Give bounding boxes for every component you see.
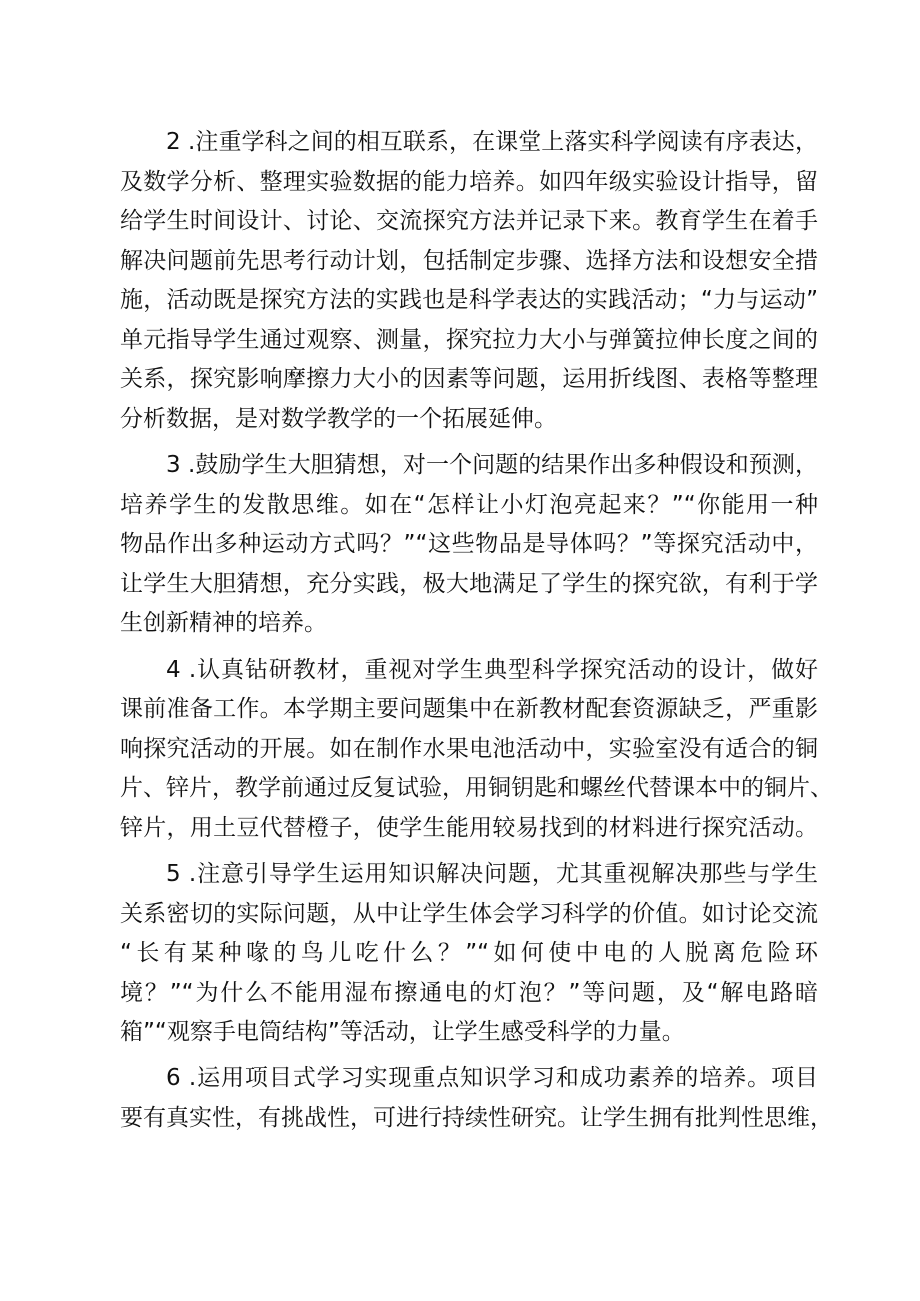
paragraph-5-line-3: “长有某种喙的鸟儿吃什么？”“如何使中电的人脱离危险环 [120,940,818,966]
paragraph-4-line-2: 课前准备工作。本学期主要问题集中在新教材配套资源缺乏，严重影 [120,696,818,722]
paragraph-5-line-5: 箱”“观察手电筒结构”等活动，让学生感受科学的力量。 [120,1019,685,1045]
paragraph-5-line-1: 5 .注意引导学生运用知识解决问题，尤其重视解决那些与学生 [166,861,818,887]
paragraph-2-line-1: 2 .注重学科之间的相互联系，在课堂上落实科学阅读有序表达， [166,129,818,155]
paragraph-2-line-8: 分析数据，是对数学教学的一个拓展延伸。 [120,406,557,432]
paragraph-6-line-1: 6 .运用项目式学习实现重点知识学习和成功素养的培养。项目 [166,1065,818,1091]
paragraph-5-line-2: 关系密切的实际问题，从中让学生体会学习科学的价值。如讨论交流 [120,901,818,927]
paragraph-3-line-1: 3 .鼓励学生大胆猜想，对一个问题的结果作出多种假设和预测， [166,452,818,478]
paragraph-3-line-4: 让学生大胆猜想，充分实践，极大地满足了学生的探究欲，有利于学 [120,571,818,597]
paragraph-4-line-5: 锌片，用土豆代替橙子，使学生能用较易找到的材料进行探究活动。 [120,815,818,841]
paragraph-4-line-1: 4 .认真钻研教材，重视对学生典型科学探究活动的设计，做好 [166,657,818,683]
paragraph-6-line-2: 要有真实性，有挑战性，可进行持续性研究。让学生拥有批判性思维， [120,1105,833,1131]
paragraph-3-line-2: 培养学生的发散思维。如在“怎样让小灯泡亮起来？”“你能用一种 [120,492,818,518]
paragraph-2-line-5: 施，活动既是探究方法的实践也是科学表达的实践活动；“力与运动” [120,287,818,313]
paragraph-2-line-7: 关系，探究影响摩擦力大小的因素等问题，运用折线图、表格等整理 [120,366,818,392]
paragraph-2-line-4: 解决问题前先思考行动计划，包括制定步骤、选择方法和设想安全措 [120,248,818,274]
paragraph-5-line-4: 境？”“为什么不能用湿布擦通电的灯泡？”等问题，及“解电路暗 [120,980,818,1006]
paragraph-4-line-3: 响探究活动的开展。如在制作水果电池活动中，实验室没有适合的铜 [120,736,818,762]
paragraph-2-line-3: 给学生时间设计、讨论、交流探究方法并记录下来。教育学生在着手 [120,208,818,234]
paragraph-3-line-5: 生创新精神的培养。 [120,610,327,636]
paragraph-2-line-2: 及数学分析、整理实验数据的能力培养。如四年级实验设计指导，留 [120,169,818,195]
paragraph-2-line-6: 单元指导学生通过观察、测量，探究拉力大小与弹簧拉伸长度之间的 [120,327,818,353]
paragraph-3-line-3: 物品作出多种运动方式吗？”“这些物品是导体吗？”等探究活动中， [120,531,818,557]
paragraph-4-line-4: 片、锌片，教学前通过反复试验，用铜钥匙和螺丝代替课本中的铜片、 [120,775,833,801]
